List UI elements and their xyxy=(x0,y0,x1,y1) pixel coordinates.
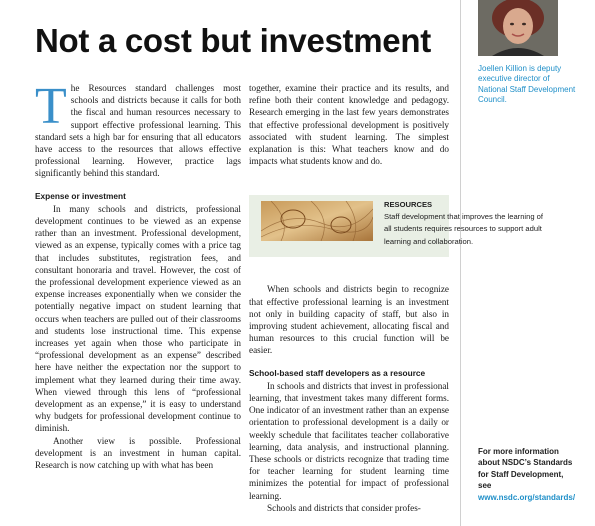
section-heading-staff-developers: School-based staff developers as a resource xyxy=(249,367,426,378)
paragraph: In many schools and districts, professional development continues to be viewed as an expense rather than an investment. Professional development, viewed as an expense, typically comes with a price tag that includes substitutes, registration fees, and consultant honoraria and travel. However, the cost of the professional development experience viewed as an expense increases exponentially when we consider the potentially negative impact on student learning that occurs when teachers are pulled out of their classrooms and students lose instructional time. This expense increases yet again when those who participate in “professional development as an expense” described here have neither the expectation nor the support to implement what they learned during their time away. When viewed through this lens of “professional development as an expense,” it is easy to understand why budgets for professional development continue to diminish. xyxy=(35,203,241,434)
paragraph: In schools and districts that invest in professional learning, that investment takes many different forms. One indicator of an investment rather than an expense orientation to professional development is a daily or weekly schedule that facilitates teacher collaborative learning, data analysis, and instructional planning. These schools or districts recognize that trading time for teacher learning for student learning time minimizes the potential for impact of professional learning. xyxy=(249,380,449,501)
drop-cap: T xyxy=(35,78,67,135)
money-image xyxy=(261,201,373,241)
paragraph: When schools and districts begin to recognize that effective professional learning is an investment not only in building capacity of staff, but also in improving student achievement, allocating fiscal and human resources to this crucial function will be easier. xyxy=(249,284,449,356)
sidebar-divider xyxy=(460,0,461,526)
intro-paragraph: he Resources standard challenges most schools and districts because it calls for both the fiscal and human resources necessary to support effective professional learning. This standard sets a high bar for ensuring that all educators have access to the resources that allows effective professional learning. However, practice lags significantly behind this standard. xyxy=(35,83,241,179)
resources-title: RESOURCES xyxy=(384,200,433,209)
author-photo xyxy=(478,0,558,56)
more-info-note xyxy=(478,446,578,503)
section-heading-expense: Expense or investment xyxy=(35,190,126,201)
standards-link[interactable]: www.nsdc.org/standards/ xyxy=(478,492,576,502)
resources-description: Staff development that improves the learning of all students requires resources to support adult learning and collaboration. xyxy=(384,212,544,246)
paragraph: Schools and districts that consider profes- xyxy=(267,502,421,513)
more-info-text: For more information about NSDC’s Standards for Staff Development, see xyxy=(478,447,573,491)
resources-text-block xyxy=(384,199,550,248)
paragraph: Another view is possible. Professional development is an investment in human capital. Research is now catching up with what has been xyxy=(35,435,241,471)
paragraph: together, examine their practice and its results, and refine both their content knowledge and pedagogy. Research emerging in the last few years demonstrates that effective professional development is positively associated with student learning. The simplest explanation is this: What teachers know and do impacts what students know and do. xyxy=(249,83,449,167)
article-title: Not a cost but investment xyxy=(35,22,431,59)
column-1 xyxy=(35,78,241,471)
author-caption: Joellen Killion is deputy executive director of National Staff Development Council. xyxy=(478,64,576,104)
column-2 xyxy=(249,82,449,514)
